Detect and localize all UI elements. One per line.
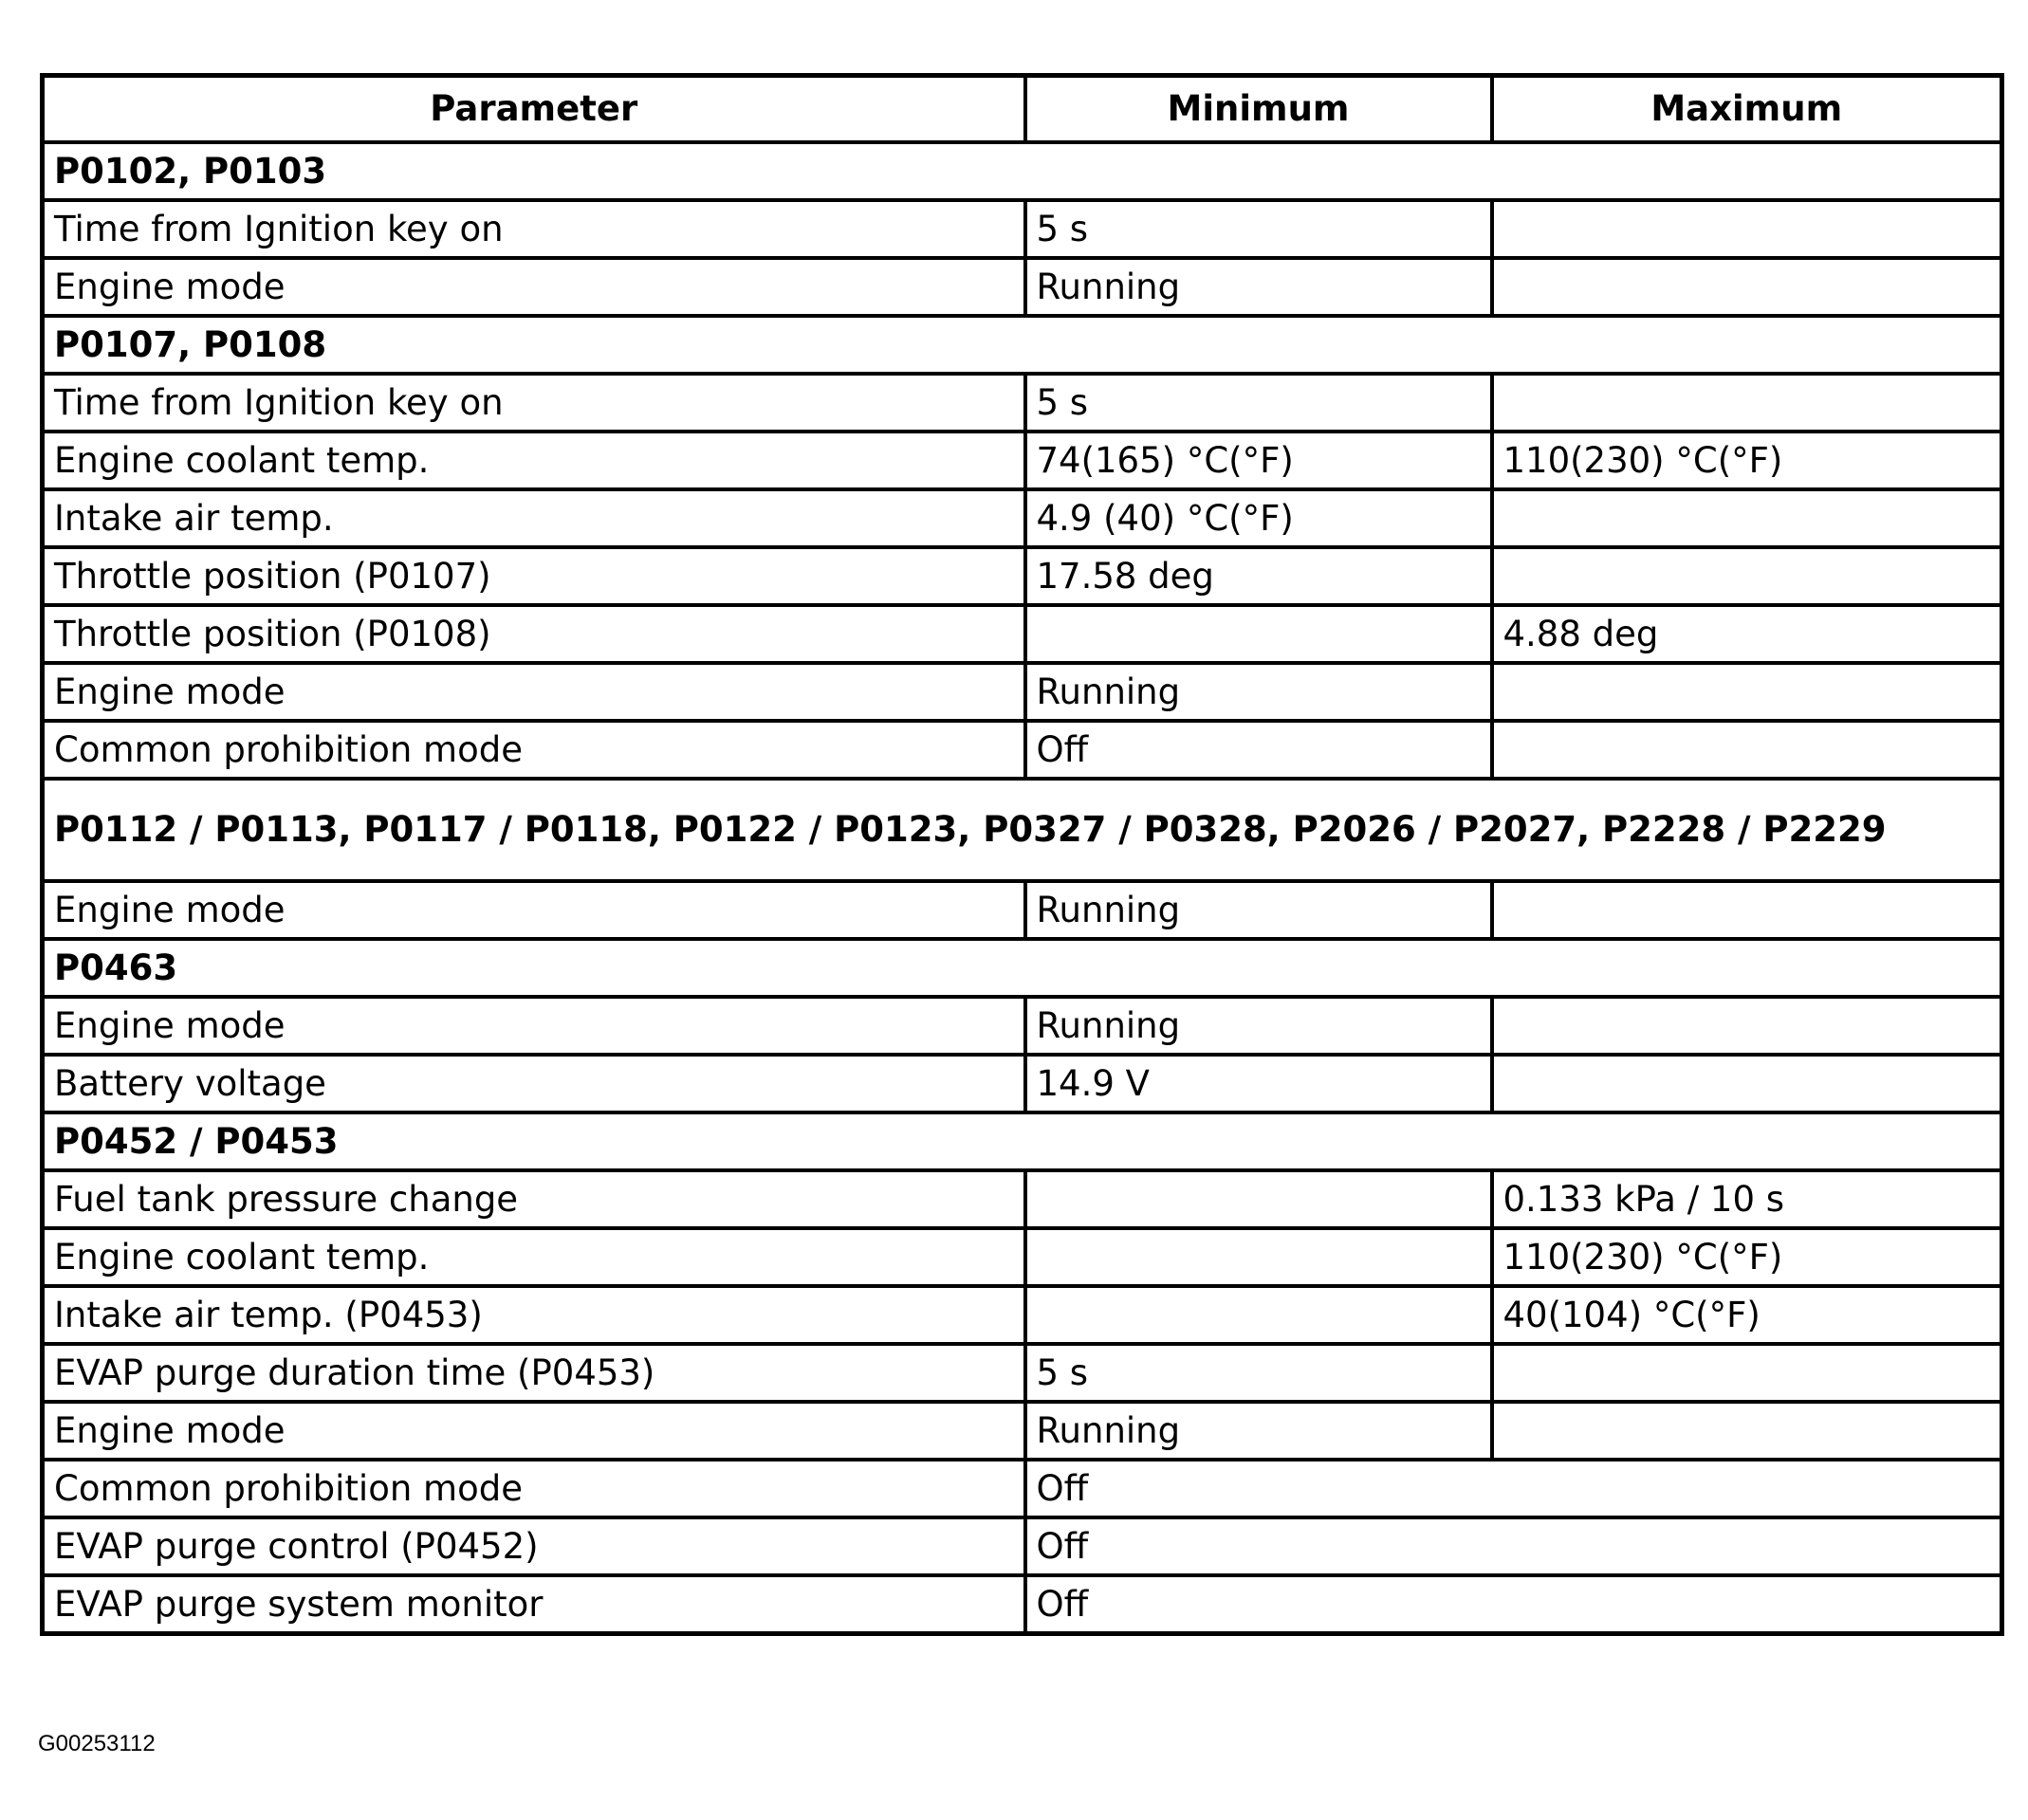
- cell-minimum: [1025, 1170, 1492, 1228]
- section-code: P0463: [43, 939, 2002, 997]
- cell-parameter: Common prohibition mode: [43, 1460, 1025, 1517]
- table-row: [43, 721, 2002, 779]
- section-header-row: [43, 1112, 2002, 1170]
- cell-parameter: Engine coolant temp.: [43, 432, 1025, 489]
- cell-parameter: Engine mode: [43, 663, 1025, 721]
- cell-maximum: [1492, 997, 2002, 1055]
- cell-parameter: Engine mode: [43, 1402, 1025, 1460]
- cell-minimum: 14.9 V: [1025, 1055, 1492, 1112]
- cell-minimum: Running: [1025, 258, 1492, 316]
- cell-minimum: 5 s: [1025, 200, 1492, 258]
- cell-parameter: Engine coolant temp.: [43, 1228, 1025, 1286]
- cell-parameter: Throttle position (P0108): [43, 605, 1025, 663]
- cell-maximum: 40(104) °C(°F): [1492, 1286, 2002, 1344]
- cell-maximum: [1492, 258, 2002, 316]
- section-header-row: [43, 142, 2002, 200]
- cell-minimum: 4.9 (40) °C(°F): [1025, 489, 1492, 547]
- cell-maximum: [1492, 881, 2002, 939]
- header-row: [43, 76, 2002, 143]
- cell-maximum: [1492, 200, 2002, 258]
- cell-parameter: EVAP purge control (P0452): [43, 1517, 1025, 1575]
- cell-parameter: Engine mode: [43, 881, 1025, 939]
- cell-maximum: 0.133 kPa / 10 s: [1492, 1170, 2002, 1228]
- cell-parameter: Intake air temp. (P0453): [43, 1286, 1025, 1344]
- table-row: [43, 1402, 2002, 1460]
- table-row: [43, 489, 2002, 547]
- table-row: [43, 1286, 2002, 1344]
- cell-maximum: [1492, 1402, 2002, 1460]
- cell-parameter: Battery voltage: [43, 1055, 1025, 1112]
- cell-parameter: Fuel tank pressure change: [43, 1170, 1025, 1228]
- table-row: [43, 547, 2002, 605]
- cell-minimum: 5 s: [1025, 1344, 1492, 1402]
- cell-minimum: [1025, 605, 1492, 663]
- table-row: [43, 432, 2002, 489]
- cell-parameter: EVAP purge duration time (P0453): [43, 1344, 1025, 1402]
- cell-minimum: [1025, 1228, 1492, 1286]
- table-row: [43, 374, 2002, 432]
- cell-parameter: Intake air temp.: [43, 489, 1025, 547]
- cell-maximum: 4.88 deg: [1492, 605, 2002, 663]
- figure-id: G00253112: [38, 1731, 156, 1756]
- cell-maximum: [1492, 721, 2002, 779]
- cell-minimum: Running: [1025, 881, 1492, 939]
- section-code: P0112 / P0113, P0117 / P0118, P0122 / P0123, P0327 / P0328, P2026 / P2027, P2228 / P2229: [43, 779, 2002, 881]
- cell-minimum: Off: [1025, 1517, 2002, 1575]
- section-code: P0107, P0108: [43, 316, 2002, 374]
- cell-maximum: [1492, 547, 2002, 605]
- header-minimum: Minimum: [1025, 76, 1492, 143]
- section-code: P0102, P0103: [43, 142, 2002, 200]
- cell-maximum: 110(230) °C(°F): [1492, 1228, 2002, 1286]
- cell-parameter: Common prohibition mode: [43, 721, 1025, 779]
- conditions-table: [40, 73, 2004, 1636]
- table-row: [43, 1575, 2002, 1634]
- table-row: [43, 663, 2002, 721]
- section-code: P0452 / P0453: [43, 1112, 2002, 1170]
- cell-minimum: Running: [1025, 663, 1492, 721]
- cell-minimum: Running: [1025, 1402, 1492, 1460]
- cell-minimum: 5 s: [1025, 374, 1492, 432]
- cell-minimum: Off: [1025, 1575, 2002, 1634]
- cell-minimum: Off: [1025, 1460, 2002, 1517]
- cell-minimum: 17.58 deg: [1025, 547, 1492, 605]
- header-maximum: Maximum: [1492, 76, 2002, 143]
- cell-parameter: Throttle position (P0107): [43, 547, 1025, 605]
- cell-parameter: Time from Ignition key on: [43, 200, 1025, 258]
- table-row: [43, 1228, 2002, 1286]
- cell-parameter: EVAP purge system monitor: [43, 1575, 1025, 1634]
- cell-maximum: 110(230) °C(°F): [1492, 432, 2002, 489]
- table-row: [43, 1344, 2002, 1402]
- table-row: [43, 1055, 2002, 1112]
- cell-parameter: Engine mode: [43, 997, 1025, 1055]
- cell-minimum: 74(165) °C(°F): [1025, 432, 1492, 489]
- table-row: [43, 997, 2002, 1055]
- cell-minimum: Off: [1025, 721, 1492, 779]
- table-row: [43, 1170, 2002, 1228]
- cell-maximum: [1492, 663, 2002, 721]
- table-row: [43, 258, 2002, 316]
- cell-maximum: [1492, 1055, 2002, 1112]
- table-row: [43, 200, 2002, 258]
- cell-parameter: Time from Ignition key on: [43, 374, 1025, 432]
- section-header-row: [43, 939, 2002, 997]
- table-row: [43, 605, 2002, 663]
- cell-maximum: [1492, 489, 2002, 547]
- table-row: [43, 881, 2002, 939]
- header-parameter: Parameter: [43, 76, 1025, 143]
- cell-maximum: [1492, 374, 2002, 432]
- cell-maximum: [1492, 1344, 2002, 1402]
- cell-minimum: Running: [1025, 997, 1492, 1055]
- section-header-row: [43, 316, 2002, 374]
- table-row: [43, 1517, 2002, 1575]
- cell-parameter: Engine mode: [43, 258, 1025, 316]
- table-row: [43, 1460, 2002, 1517]
- section-header-row: [43, 779, 2002, 881]
- cell-minimum: [1025, 1286, 1492, 1344]
